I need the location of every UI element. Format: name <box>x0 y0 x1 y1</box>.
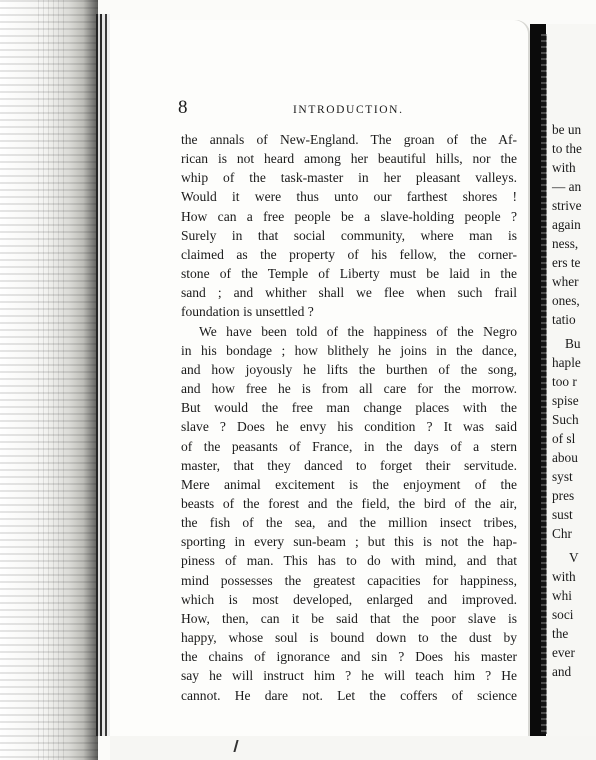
text-line: foundation is unsettled ? <box>181 304 314 320</box>
text-line: slave ? Does he envy his condition ? It was said <box>181 419 517 435</box>
text-line: Would it were thus unto our farthest shores ! <box>181 189 517 205</box>
text-line: mind possesses the greatest capacities for happiness, <box>181 572 517 588</box>
book-gutter <box>96 14 110 736</box>
text-line: whip of the task-master in her pleasant valleys. <box>181 170 517 186</box>
next-page-line: to the <box>552 141 582 156</box>
next-page-line: whi <box>552 588 572 603</box>
next-page-line: the <box>552 626 569 641</box>
text-line: claimed as the property of his fellow, the corner- <box>181 246 517 262</box>
next-page-line: — an <box>552 179 582 194</box>
next-page-line: with <box>552 569 576 584</box>
next-page-line: ness, <box>552 236 579 251</box>
text-line: and how free he is from all care for the morrow. <box>181 381 517 397</box>
next-page-line: V <box>569 550 579 565</box>
next-page-line: of sl <box>552 431 576 446</box>
text-line: of the peasants of France, in the days of a stern <box>181 438 517 454</box>
text-line: piness of man. This has to do with mind, and that <box>181 553 517 569</box>
next-page-line: Bu <box>565 336 581 351</box>
next-page-line: ers te <box>552 255 581 270</box>
text-line: cannot. He dare not. Let the coffers of science <box>181 687 517 703</box>
text-line: the fish of the sea, and the million insect tribes, <box>181 515 517 531</box>
next-page-line: pres <box>552 488 575 503</box>
text-line: How can a free people be a slave-holding people ? <box>181 208 517 224</box>
text-line: which is most developed, enlarged and improved. <box>181 591 517 607</box>
text-line: But would the free man change places with the <box>181 400 517 416</box>
next-page-line: with <box>552 160 576 175</box>
next-page-line: tatio <box>552 312 576 327</box>
next-page-line: spise <box>552 393 579 408</box>
next-page-line: ones, <box>552 293 580 308</box>
next-page-line: sust <box>552 507 573 522</box>
next-page-line: syst <box>552 469 573 484</box>
page-bottom-edge <box>110 736 596 760</box>
next-page-line: be un <box>552 122 582 137</box>
text-line: rican is not heard among her beautiful hills, nor the <box>181 151 517 167</box>
text-line: Mere animal excitement is the enjoyment of the <box>181 476 517 492</box>
text-line: the chains of ignorance and sin ? Does his master <box>181 649 517 665</box>
text-line: Surely in that social community, where man is <box>181 227 517 243</box>
text-line: We have been told of the happiness of the Negro <box>199 323 517 339</box>
next-page-line: wher <box>552 274 579 289</box>
next-page-line: ever <box>552 645 575 660</box>
text-line: happy, whose soul is bound down to the dust by <box>181 630 517 646</box>
next-page-line: soci <box>552 607 574 622</box>
text-line: the annals of New-England. The groan of the Af- <box>181 132 517 147</box>
next-page-line: strive <box>552 198 582 213</box>
page-body-text <box>181 130 517 705</box>
text-line: stone of the Temple of Liberty must be laid in the <box>181 266 517 282</box>
text-line: in his bondage ; how blithely he joins in the dance, <box>181 342 517 358</box>
text-line: master, that they danced to forget their servitude. <box>181 457 517 473</box>
next-page-line: too r <box>552 374 577 389</box>
page-edge-texture <box>38 0 68 760</box>
next-page-line: abou <box>552 450 578 465</box>
text-line: and how joyously he lifts the burthen of the song, <box>181 361 517 377</box>
running-head: INTRODUCTION. <box>293 104 404 116</box>
text-line: sporting in every sun-beam ; but this is not the hap- <box>181 534 517 550</box>
text-line: beasts of the forest and the field, the bird of the air, <box>181 495 517 511</box>
next-page-fragment <box>547 24 596 760</box>
text-line: sand ; and whither shall we flee when such frail <box>181 285 517 301</box>
next-page-line: Chr <box>552 526 572 541</box>
next-page-line: again <box>552 217 581 232</box>
next-page-line: and <box>552 664 572 679</box>
next-page-line: Such <box>552 412 579 427</box>
next-page-line: haple <box>552 355 581 370</box>
text-line: How, then, can it be said that the poor slave is <box>181 610 517 626</box>
page-number: 8 <box>178 97 188 118</box>
text-line: say he will instruct him ? he will teach him ? He <box>181 668 517 684</box>
